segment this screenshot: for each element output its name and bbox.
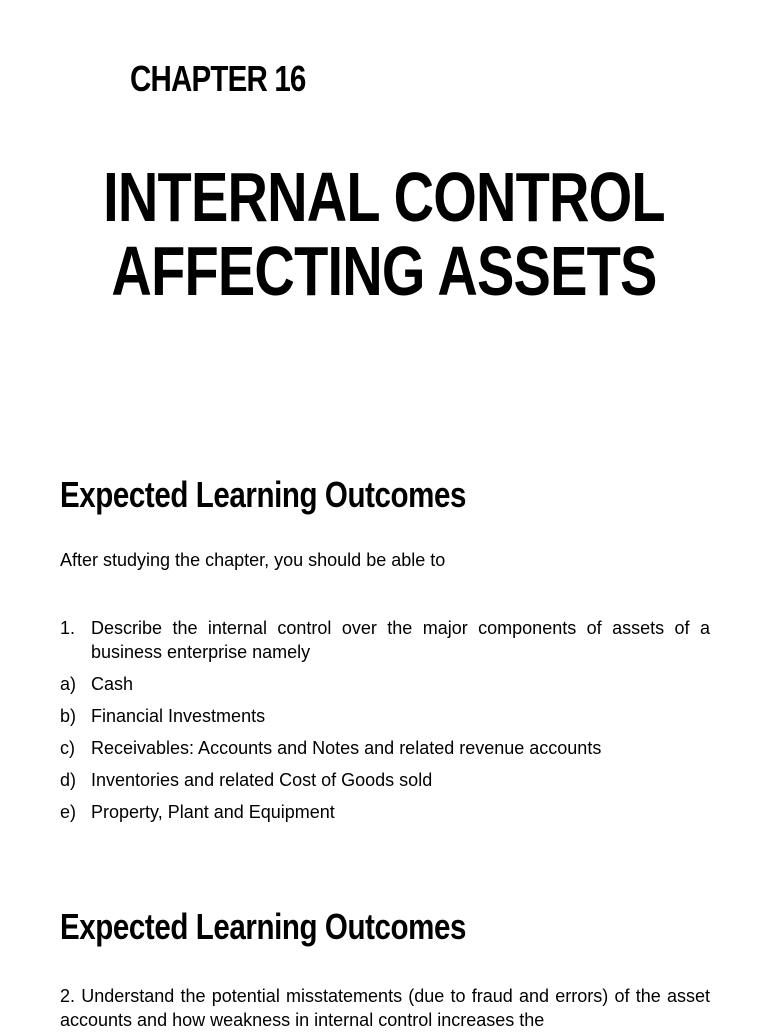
outcomes-list: [60, 616, 710, 832]
list-marker: b): [60, 706, 77, 726]
list-marker: c): [60, 738, 75, 758]
list-marker: d): [60, 770, 77, 790]
list-item: [60, 704, 710, 728]
chapter-label: CHAPTER 16: [130, 58, 306, 99]
list-item-text: Describe the internal control over the major components of assets of a business enterprise namely: [91, 618, 710, 662]
section-heading-2: Expected Learning Outcomes: [60, 906, 467, 947]
list-item-text: Receivables: Accounts and Notes and related revenue accounts: [91, 738, 602, 758]
list-item-text: Inventories and related Cost of Goods sold: [91, 770, 433, 790]
list-item: [60, 616, 710, 664]
list-marker: a): [60, 674, 77, 694]
title-line-2: AFFECTING ASSETS: [111, 232, 657, 310]
section-heading-1: Expected Learning Outcomes: [60, 474, 467, 515]
outcome-paragraph-2: 2. Understand the potential misstatements (due to fraud and errors) of the asset accounts and how weakness in internal control increases the: [60, 986, 710, 1030]
list-item: [60, 672, 710, 696]
title-line-1: INTERNAL CONTROL: [103, 158, 665, 236]
intro-text: After studying the chapter, you should be able to: [60, 550, 446, 570]
list-item-text: Cash: [91, 674, 134, 694]
list-marker: e): [60, 802, 77, 822]
list-item-text: Property, Plant and Equipment: [91, 802, 335, 822]
list-item: [60, 800, 710, 824]
list-item-text: Financial Investments: [91, 706, 266, 726]
list-item: [60, 768, 710, 792]
list-item: [60, 736, 710, 760]
list-marker: 1.: [60, 618, 76, 638]
page-title: [0, 160, 768, 308]
